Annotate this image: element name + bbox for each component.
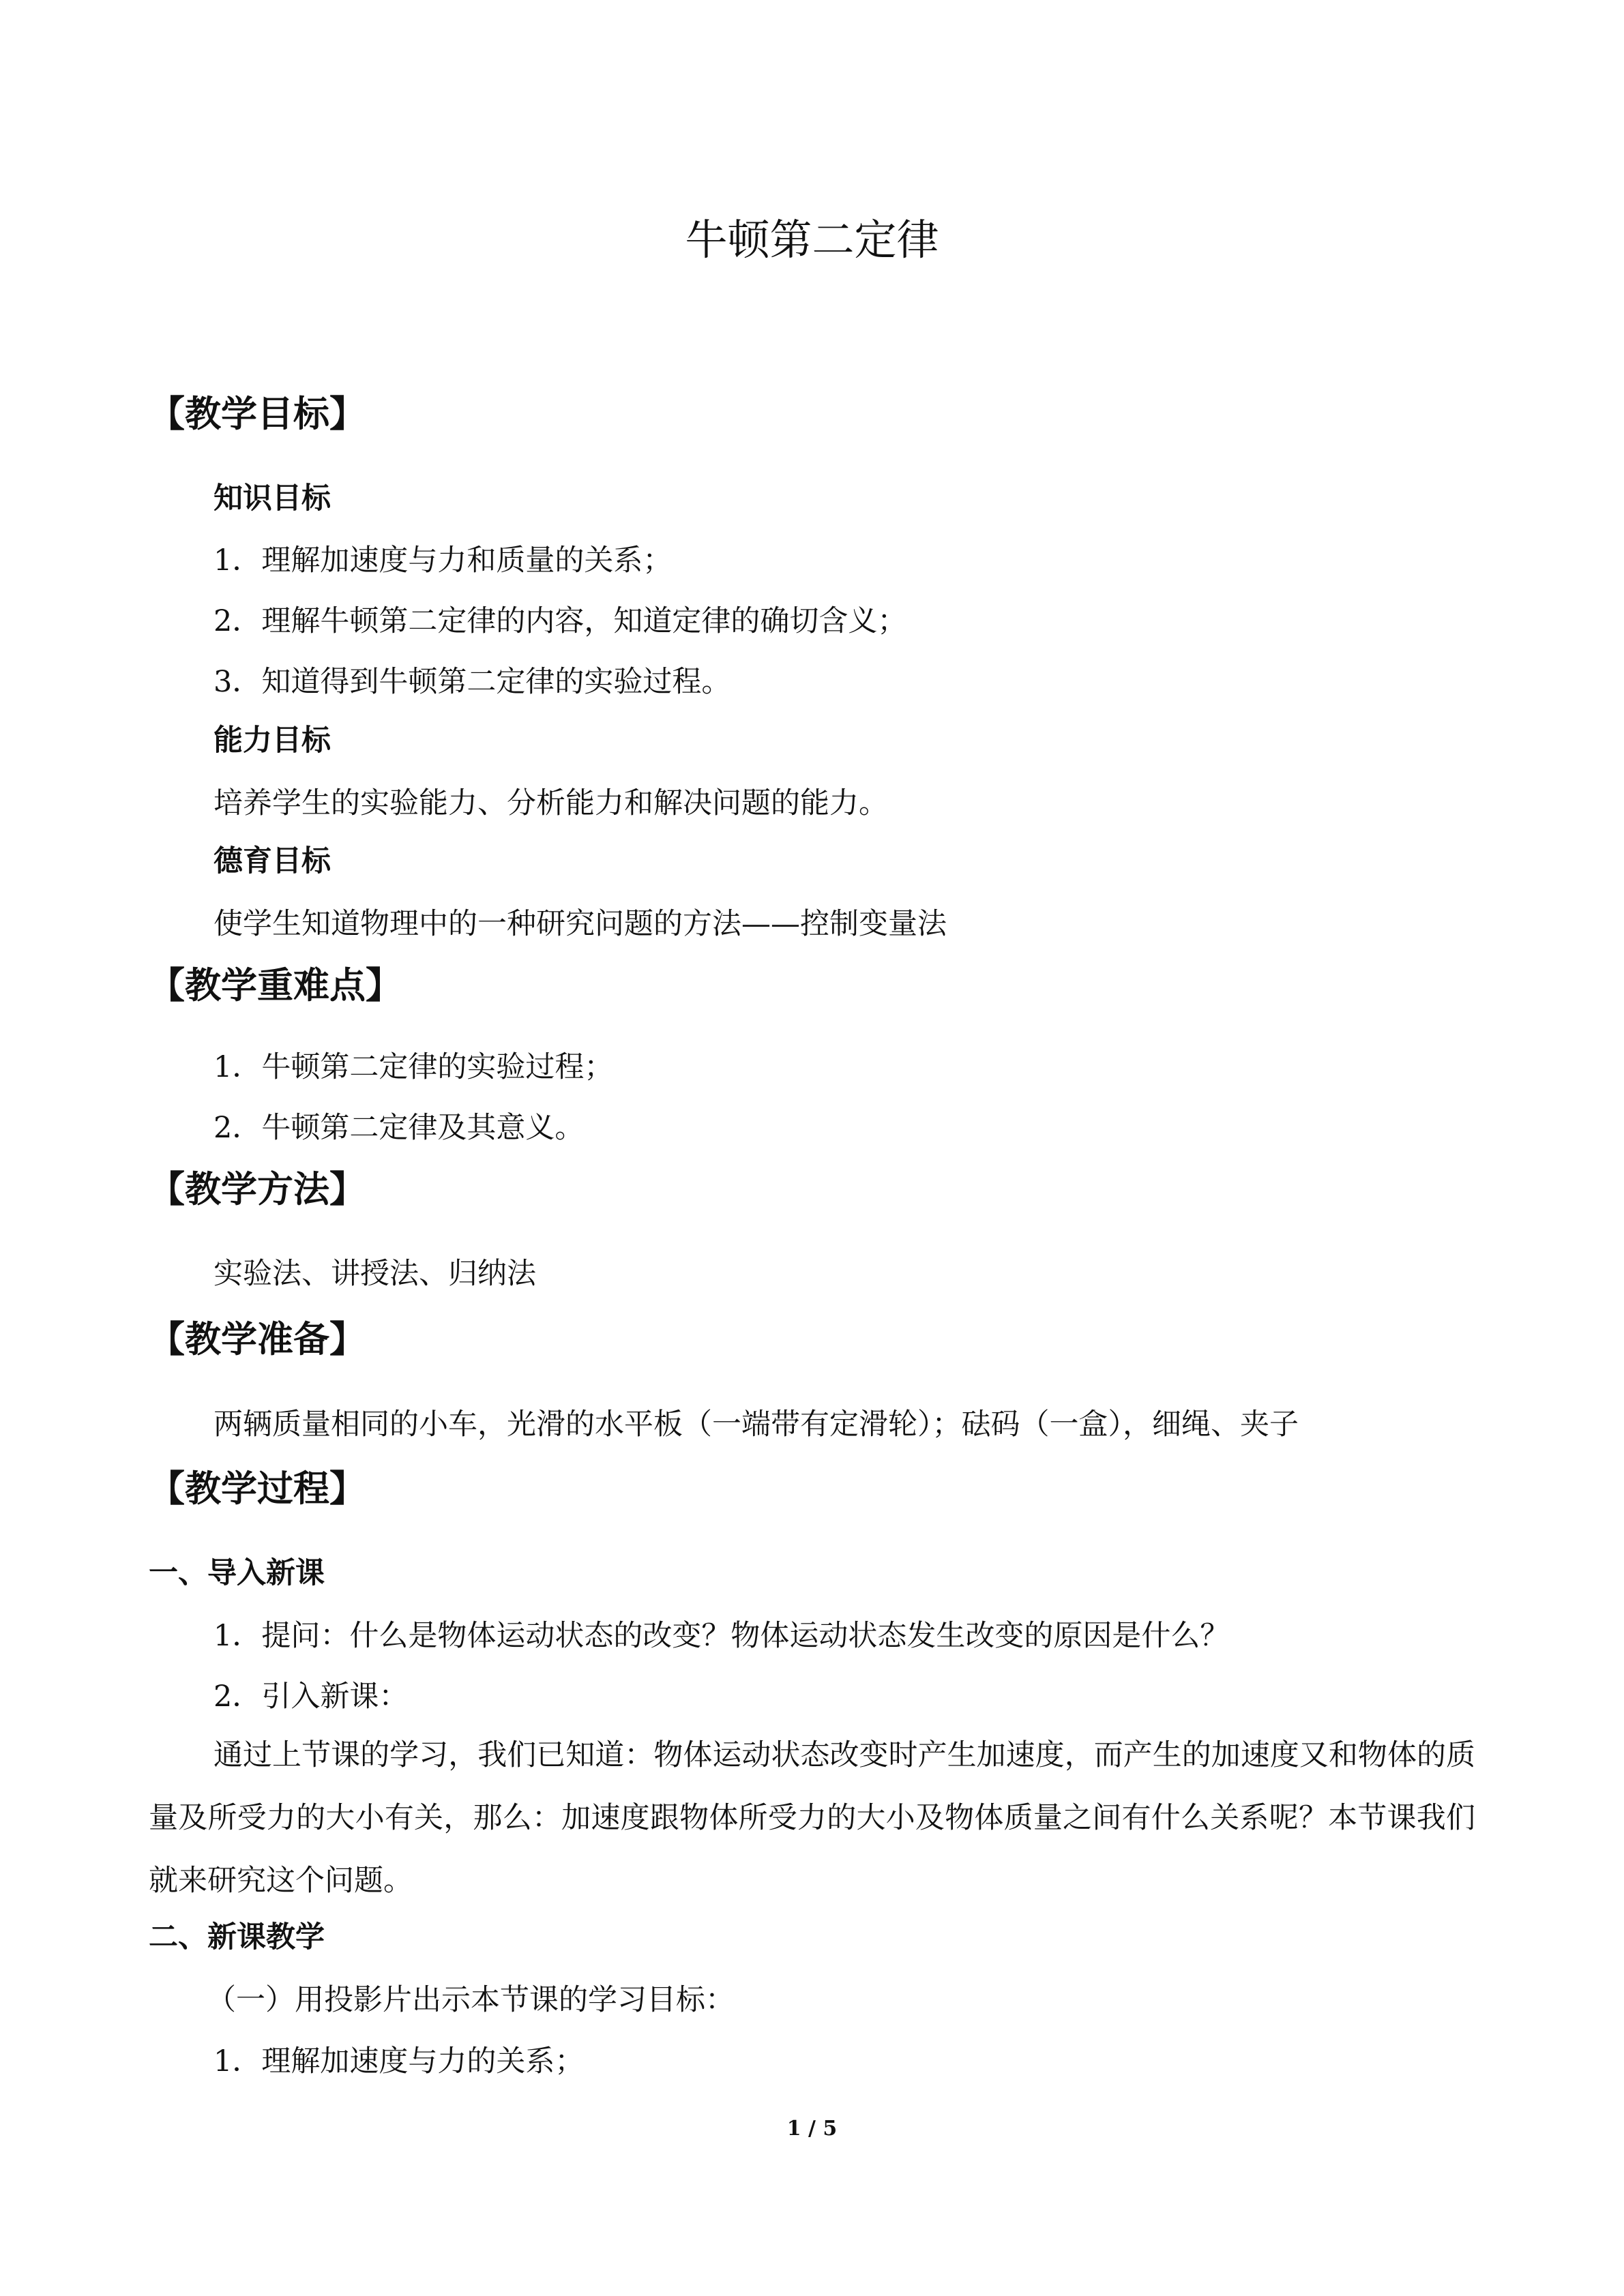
knowledge-goal-item: 1．理解加速度与力和质量的关系； xyxy=(213,543,673,578)
process-part1-title: 一、导入新课 xyxy=(149,1556,325,1590)
section-heading-key-points: 【教学重难点】 xyxy=(149,965,402,1007)
process-part1-item: 1．提问：什么是物体运动状态的改变？物体运动状态发生改变的原因是什么？ xyxy=(213,1619,1230,1653)
section-heading-preparation: 【教学准备】 xyxy=(149,1319,366,1360)
process-part2-item: 1．理解加速度与力的关系； xyxy=(213,2044,585,2078)
knowledge-goal-item: 2．理解牛顿第二定律的内容，知道定律的确切含义； xyxy=(213,604,907,638)
page-title: 牛顿第二定律 xyxy=(685,215,939,265)
preparation-text: 两辆质量相同的小车，光滑的水平板（一端带有定滑轮）；砝码（一盒），细绳、夹子 xyxy=(213,1407,1299,1442)
key-point-item: 1．牛顿第二定律的实验过程； xyxy=(213,1050,614,1084)
moral-goals-title: 德育目标 xyxy=(213,844,331,878)
ability-goals-title: 能力目标 xyxy=(213,724,331,758)
section-heading-goals: 【教学目标】 xyxy=(149,393,366,435)
process-part2-item: （一）用投影片出示本节课的学习目标： xyxy=(207,1983,735,2017)
process-part2-title: 二、新课教学 xyxy=(149,1920,325,1954)
process-part1-item: 2．引入新课： xyxy=(213,1680,409,1714)
methods-text: 实验法、讲授法、归纳法 xyxy=(213,1257,536,1291)
knowledge-goals-title: 知识目标 xyxy=(213,481,331,516)
section-heading-process: 【教学过程】 xyxy=(149,1468,366,1510)
page-number: 1 / 5 xyxy=(786,2117,838,2141)
key-point-item: 2．牛顿第二定律及其意义。 xyxy=(213,1111,585,1145)
section-heading-methods: 【教学方法】 xyxy=(149,1169,366,1210)
moral-goals-text: 使学生知道物理中的一种研究问题的方法——控制变量法 xyxy=(213,907,947,941)
knowledge-goal-item: 3．知道得到牛顿第二定律的实验过程。 xyxy=(213,665,731,699)
process-part1-paragraph: 通过上节课的学习，我们已知道：物体运动状态改变时产生加速度，而产生的加速度又和物体的质量及所受力的大小有关，那么：加速度跟物体所受力的大小及物体质量之间有什么关系呢？本节课我们就来研究这个问题。 xyxy=(149,1738,1475,1898)
ability-goals-text: 培养学生的实验能力、分析能力和解决问题的能力。 xyxy=(213,786,888,820)
